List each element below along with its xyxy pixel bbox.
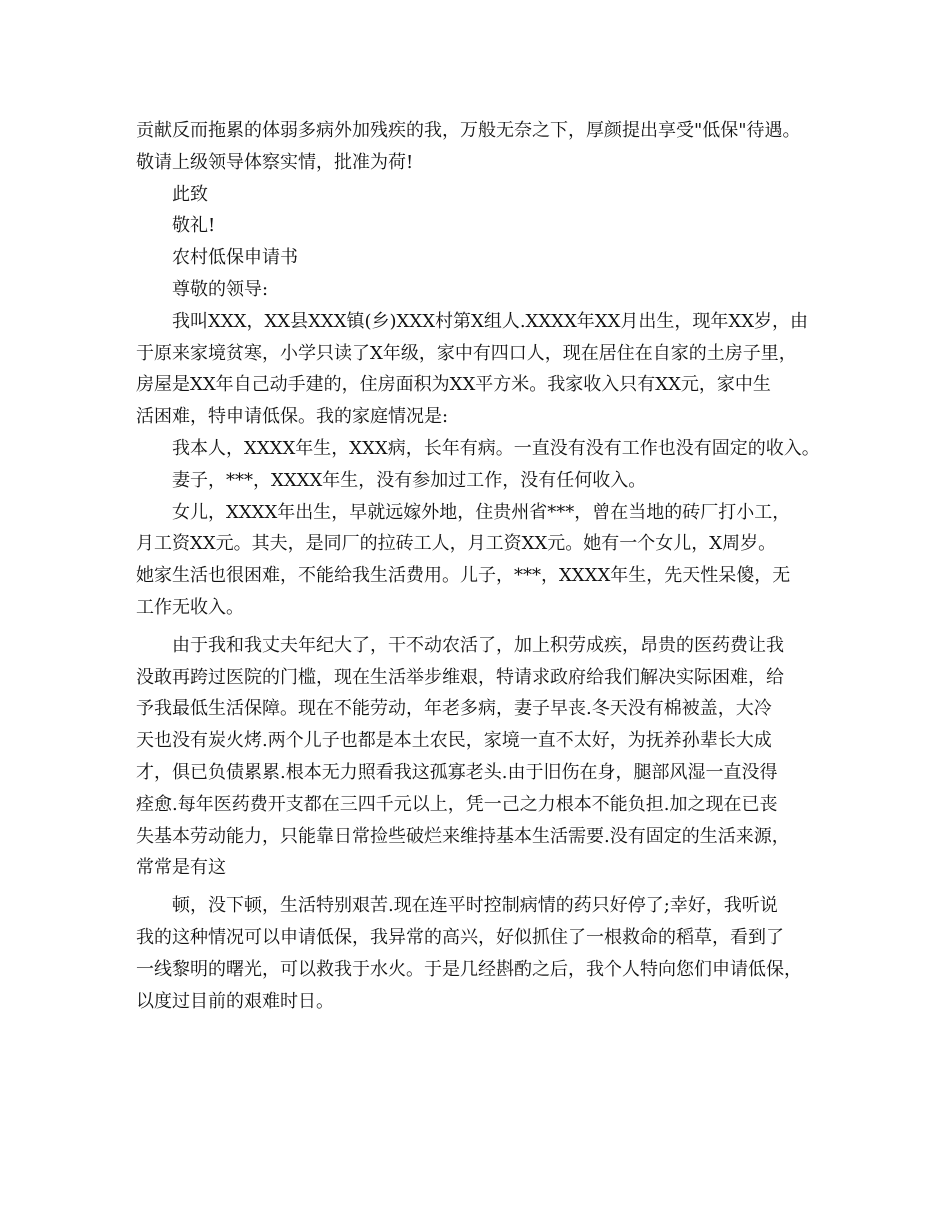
text-line: 以度过目前的艰难时日。 bbox=[136, 990, 334, 1012]
section-title: 农村低保申请书 bbox=[172, 247, 298, 269]
greeting: 尊敬的领导: bbox=[172, 278, 269, 300]
text-line: 痊愈.每年医药费开支都在三四千元以上，凭一己之力根本不能负担.加之现在已丧 bbox=[136, 793, 778, 815]
text-line: 没敢再跨过医院的门槛，现在生活举步维艰，特请求政府给我们解决实际困难，给 bbox=[136, 666, 784, 688]
text-line: 女儿，XXXX年出生，早就远嫁外地，住贵州省***，曾在当地的砖厂打小工， bbox=[172, 501, 791, 523]
text-line: 失基本劳动能力，只能靠日常捡些破烂来维持基本生活需要.没有固定的生活来源， bbox=[136, 825, 790, 847]
text-line: 我本人，XXXX年生，XXX病，长年有病。一直没有没有工作也没有固定的收入。 bbox=[172, 437, 820, 459]
text-line: 于原来家境贫寒，小学只读了X年级，家中有四口人，现在居住在自家的土房子里， bbox=[136, 342, 797, 364]
text-line: 贡献反而拖累的体弱多病外加残疾的我，万般无奈之下，厚颜提出享受"低保"待遇。 bbox=[136, 120, 801, 141]
text-line: 天也没有炭火烤.两个儿子也都是本土农民，家境一直不太好，为抚养孙辈长大成 bbox=[136, 730, 772, 752]
text-line: 由于我和我丈夫年纪大了，干不动农活了，加上积劳成疾，昂贵的医药费让我 bbox=[172, 634, 784, 656]
text-line: 她家生活也很困难，不能给我生活费用。儿子，***，XXXX年生，先天性呆傻，无 bbox=[136, 565, 791, 587]
text-line: 我叫XXX，XX县XXX镇(乡)XXX村第X组人.XXXX年XX月出生，现年XX岁，由 bbox=[172, 310, 809, 332]
closing-salutation: 此致 bbox=[172, 183, 208, 205]
text-line: 工作无收入。 bbox=[136, 596, 244, 618]
text-line: 予我最低生活保障。现在不能劳动，年老多病，妻子早丧.冬天没有棉被盖，大冷 bbox=[136, 698, 772, 720]
text-line: 月工资XX元。其夫，是同厂的拉砖工人，月工资XX元。她有一个女儿，X周岁。 bbox=[136, 533, 777, 555]
text-line: 敬请上级领导体察实情，批准为荷! bbox=[136, 151, 414, 173]
closing-regards: 敬礼! bbox=[172, 215, 216, 237]
text-line: 顿，没下顿，生活特别艰苦.现在连平时控制病情的药只好停了;幸好，我听说 bbox=[172, 895, 778, 917]
text-line: 房屋是XX年自己动手建的，住房面积为XX平方米。我家收入只有XX元，家中生 bbox=[136, 374, 771, 396]
text-line: 常常是有这 bbox=[136, 857, 226, 879]
text-line: 一线黎明的曙光，可以救我于水火。于是几经斟酌之后，我个人特向您们申请低保， bbox=[136, 958, 802, 980]
text-line: 才，俱已负债累累.根本无力照看我这孤寡老头.由于旧伤在身，腿部风湿一直没得 bbox=[136, 761, 778, 783]
text-line: 活困难，特申请低保。我的家庭情况是: bbox=[136, 406, 449, 428]
text-line: 我的这种情况可以申请低保，我异常的高兴，好似抓住了一根救命的稻草，看到了 bbox=[136, 926, 784, 948]
text-line: 妻子，***，XXXX年生，没有参加过工作，没有任何收入。 bbox=[172, 469, 647, 491]
document-body bbox=[136, 115, 836, 1017]
